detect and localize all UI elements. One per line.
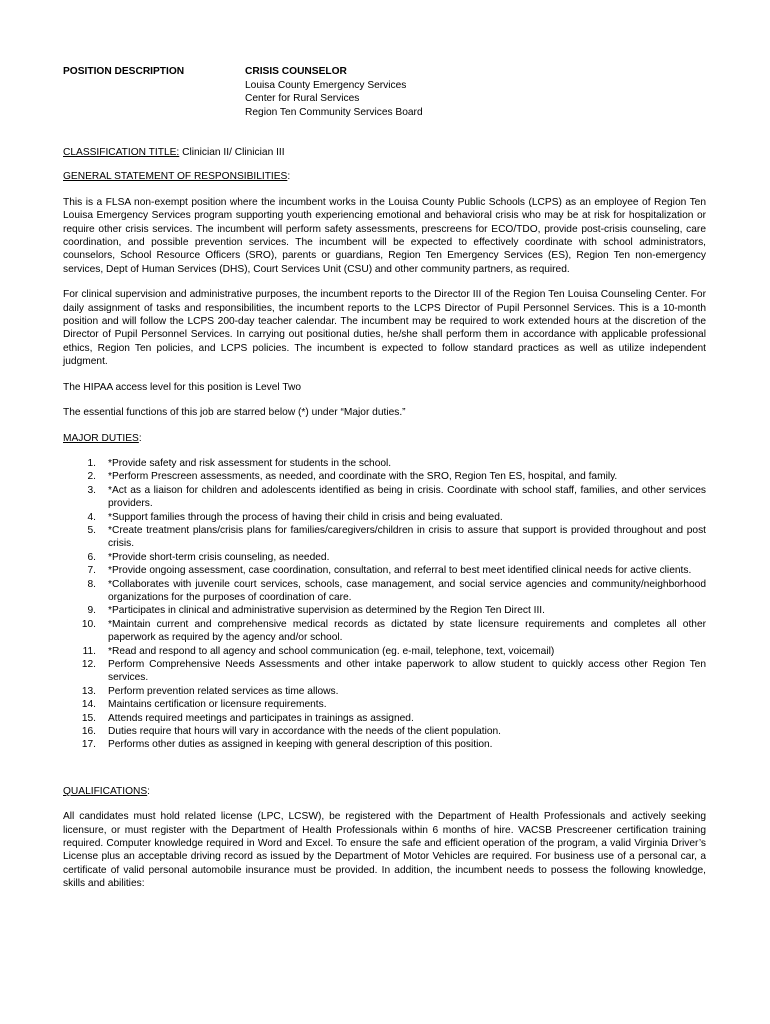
duty-number: 5. [87, 524, 96, 536]
duty-item [63, 578, 706, 605]
major-duties-heading [63, 432, 706, 445]
duty-item [63, 738, 706, 751]
duty-item [63, 484, 706, 511]
position-title-block [245, 65, 423, 119]
position-title: CRISIS COUNSELOR [245, 66, 347, 77]
duty-item [63, 698, 706, 711]
general-heading-text: GENERAL STATEMENT OF RESPONSIBILITIES [63, 171, 288, 183]
duty-number: 17. [81, 739, 96, 751]
duty-item [63, 645, 706, 658]
org-line: Center for Rural Services [245, 93, 360, 105]
qualifications-heading-text: QUALIFICATIONS [63, 785, 148, 797]
duty-number: 14. [81, 699, 96, 711]
duty-number: 7. [87, 565, 96, 577]
duty-text: Perform prevention related services as time allows. [108, 685, 339, 697]
duty-item [63, 725, 706, 738]
org-line: Region Ten Community Services Board [245, 106, 423, 118]
duty-number: 9. [87, 605, 96, 617]
duty-number: 4. [87, 511, 96, 523]
duty-item [63, 712, 706, 725]
duty-number: 12. [81, 659, 96, 670]
major-duties-heading-text: MAJOR DUTIES [63, 432, 139, 444]
duty-number: 10. [81, 618, 96, 630]
duty-text: *Collaborates with juvenile court services, schools, case management, and social service agencies and community/neighborhood organizations for the purposes of coordination of care. [108, 578, 706, 603]
qualifications-paragraph: All candidates must hold related license (LPC, LCSW), be registered with the Department of Health Professionals and actively seeking licensure, or must register with the Department of Health Professionals within 6 months of hire. VACSB Prescreener certification training required. Computer knowledge required in Word and Excel. To ensure the safe and efficient operation of the program, a valid Virginia Driver’s License plus an acceptable driving record as issued by the Department of Motor Vehicles are required. For business use of a personal car, a certificate of valid personal automobile insurance must be provided. In addition, the incumbent needs to possess the following knowledge, skills and abilities: [63, 811, 706, 890]
position-description-label: POSITION DESCRIPTION [63, 66, 185, 77]
duty-text: *Support families through the process of having their child in crisis and being evaluated. [108, 511, 503, 523]
duty-text: Duties require that hours will vary in accordance with the needs of the client population. [108, 726, 502, 738]
general-paragraph: For clinical supervision and administrative purposes, the incumbent reports to the Director III of the Region Ten Louisa Counseling Center. For daily assignment of tasks and responsibilities, the incumbent reports to the LCPS Director of Pupil Personnel Services. This is a 10-month position and will follow the LCPS 200-day teacher calendar. The incumbent may be required to work extended hours at the discretion of the Director of Pupil Personnel Services. In carrying out positional duties, he/she shall perform them in accordance with applicable professional ethics, Region Ten policies, and LCPS policies. The incumbent is expected to follow standard practices as well as utilize independent judgment. [63, 289, 706, 368]
duty-number: 13. [81, 685, 96, 697]
hipaa-statement: The HIPAA access level for this position is Level Two [63, 381, 302, 393]
classification-label: CLASSIFICATION TITLE: [63, 147, 180, 158]
general-paragraph: This is a FLSA non-exempt position where the incumbent works in the Louisa County Public Schools (LCPS) as an employee of Region Ten Louisa Emergency Services program supporting youth experiencing emotional and behavioral crisis who may be at risk for hospitalization or require other crisis services. The incumbent will perform safety assessments, prescreens for ECO/TDO, provide post-crisis counseling, care coordination, and possible prevention services. The incumbent will be expected to effectively coordinate with school administrators, counselors, School Resource Officers (SRO), parents or guardians, Region Ten Emergency Services (ES), Region Ten non-emergency services, Dept of Human Services (DHS), Court Services Unit (CSU) and other community partners, as required. [63, 196, 706, 275]
org-line: Louisa County Emergency Services [245, 79, 407, 91]
duty-text: *Maintain current and comprehensive medical records as dictated by state licensure requirements and completes all other paperwork as required by the agency and/or school. [108, 618, 706, 644]
duty-item [63, 658, 706, 685]
duty-item [63, 511, 706, 524]
classification-value: Clinician II/ Clinician III [179, 147, 285, 158]
heading-colon: : [138, 432, 142, 444]
duty-text: *Read and respond to all agency and school communication (eg. e-mail, telephone, text, voicemail) [108, 645, 555, 657]
heading-colon: : [287, 171, 291, 183]
duty-number: 11. [82, 645, 96, 657]
duty-item [63, 618, 706, 645]
duty-text: *Provide short-term crisis counseling, as needed. [108, 551, 330, 563]
duty-text: *Provide ongoing assessment, case coordination, consultation, and referral to best meet identified clinical needs for active clients. [108, 565, 692, 577]
document-body [63, 146, 706, 891]
duty-number: 16. [81, 726, 96, 738]
classification-line [63, 146, 706, 159]
duty-text: *Act as a liaison for children and adolescents identified as being in crisis. Coordinate with school staff, families, and other services providers. [108, 484, 706, 510]
duty-number: 2. [87, 471, 96, 483]
duty-item [63, 551, 706, 564]
duty-number: 6. [87, 551, 96, 563]
duty-text: Attends required meetings and participates in trainings as assigned. [108, 712, 414, 724]
duty-item [63, 604, 706, 617]
general-heading [63, 170, 706, 183]
major-duties-list [63, 457, 706, 752]
duty-item [63, 524, 706, 551]
duty-text: Maintains certification or licensure requirements. [108, 699, 327, 711]
duty-number: 8. [87, 578, 96, 590]
qualifications-heading [63, 785, 706, 798]
duty-item [63, 685, 706, 698]
duty-item [63, 564, 706, 577]
duty-item [63, 457, 706, 470]
duty-number: 3. [87, 484, 96, 496]
duty-text: *Participates in clinical and administrative supervision as determined by the Region Ten Direct III. [108, 605, 545, 617]
heading-colon: : [147, 785, 150, 797]
duty-text: Perform Comprehensive Needs Assessments and other intake paperwork to allow student to quickly access other Region Ten services. [108, 659, 706, 684]
duty-text: *Provide safety and risk assessment for students in the school. [108, 457, 392, 469]
duty-number: 1. [87, 457, 96, 469]
duty-number: 15. [81, 712, 96, 724]
duty-text: *Perform Prescreen assessments, as needed, and coordinate with the SRO, Region Ten ES, hospital, and family. [108, 471, 618, 483]
duty-text: *Create treatment plans/crisis plans for families/caregivers/children in crisis to assure that support is provided throughout and post crisis. [108, 524, 706, 550]
essential-functions-note: The essential functions of this job are starred below (*) under “Major duties.” [63, 407, 406, 419]
duty-item [63, 470, 706, 483]
duty-text: Performs other duties as assigned in keeping with general description of this position. [108, 739, 493, 751]
